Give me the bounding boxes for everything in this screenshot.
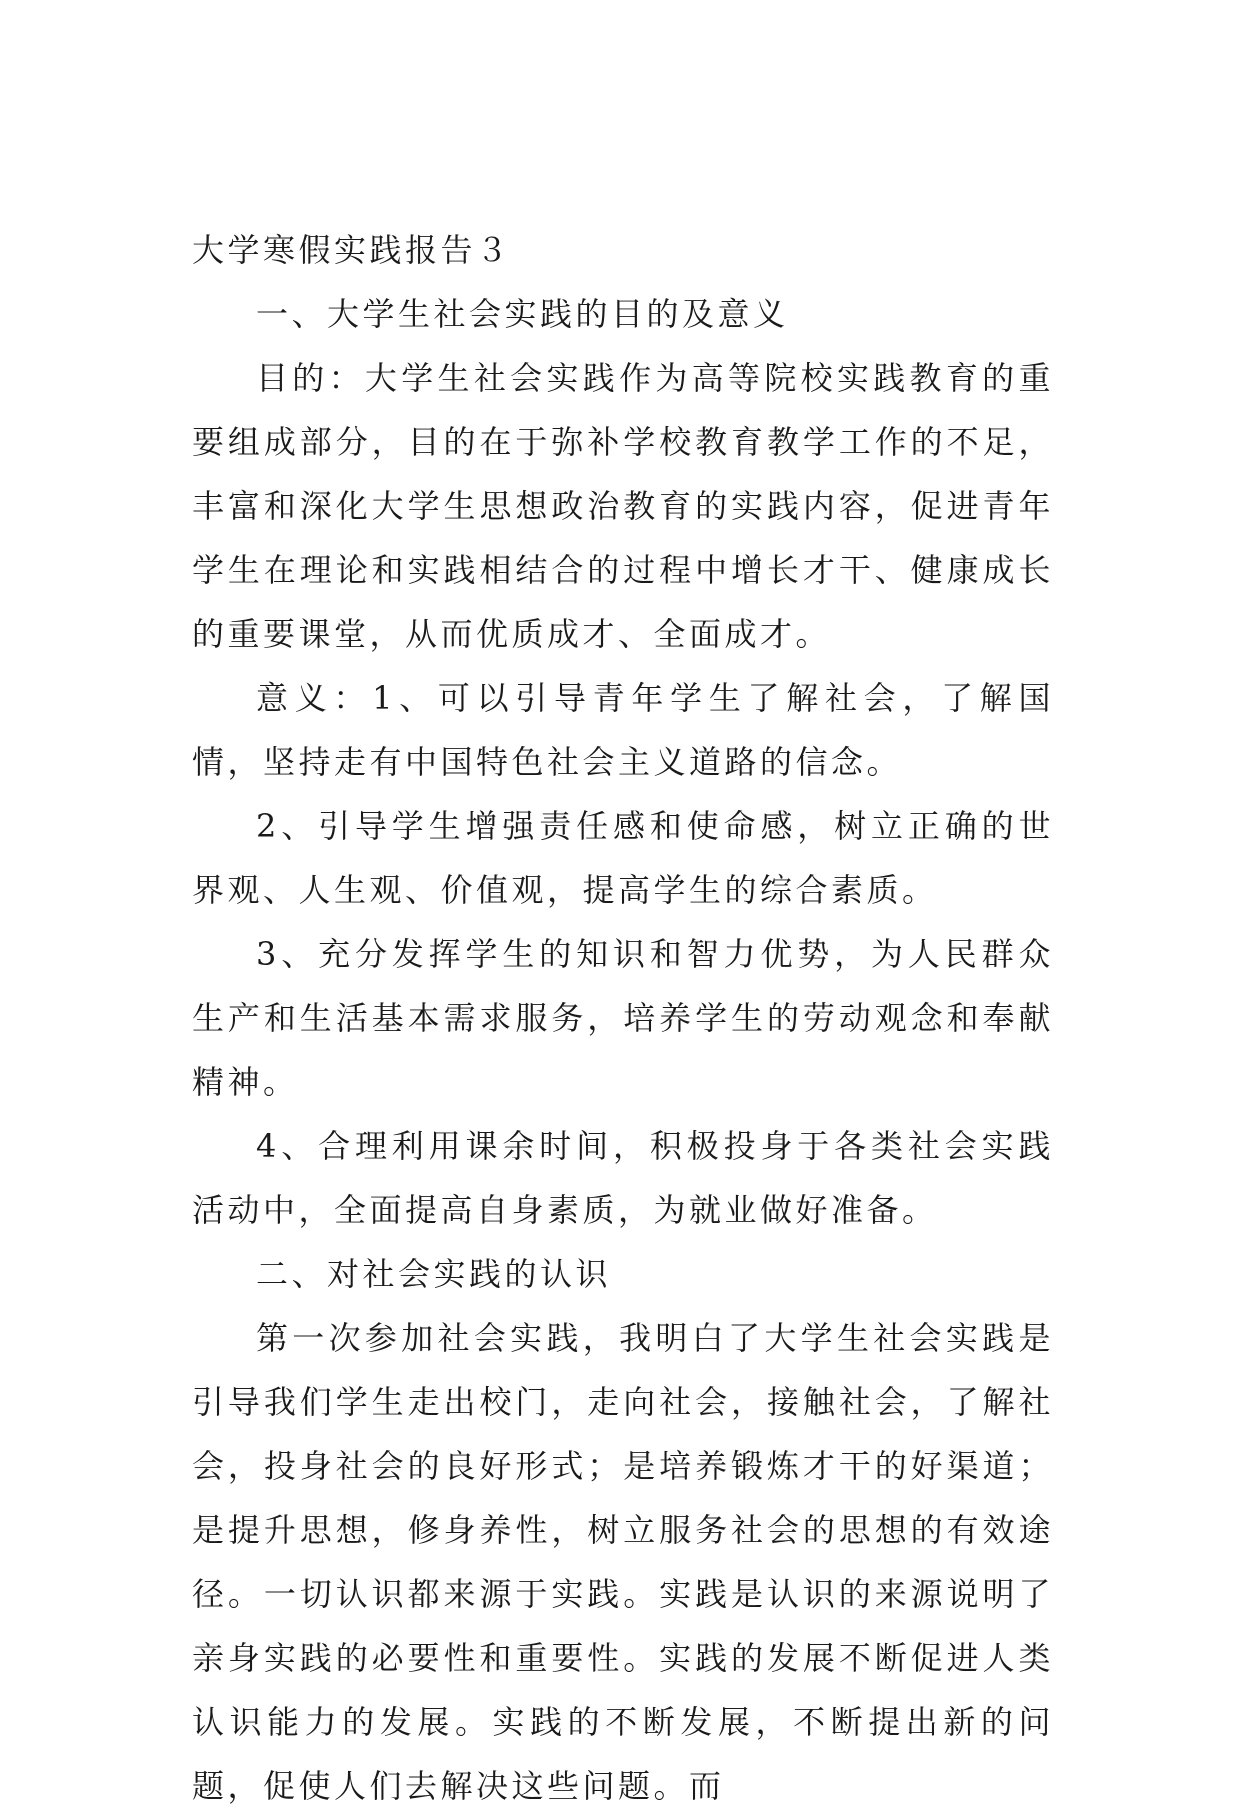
section-heading-understanding: 二、对社会实践的认识: [256, 1255, 612, 1293]
paragraph-understanding: 第一次参加社会实践，我明白了大学生社会实践是引导我们学生走出校门，走向社会，接触社会，了解社会，投身社会的良好形式；是培养锻炼才干的好渠道；是提升思想，修身养性，树立服务社会的思想的有效途径。一切认识都来源于实践。实践是认识的来源说明了亲身实践的必要性和重要性。实践的发展不断促进人类认识能力的发展。实践的不断发展，不断提出新的问题，促使人们去解决这些问题。而: [192, 1319, 1054, 1805]
paragraph-purpose: 目的：大学生社会实践作为高等院校实践教育的重要组成部分，目的在于弥补学校教育教学工作的不足，丰富和深化大学生思想政治教育的实践内容，促进青年学生在理论和实践相结合的过程中增长才干、健康成长的重要课堂，从而优质成才、全面成才。: [192, 359, 1054, 653]
document-title: 大学寒假实践报告３: [192, 231, 512, 269]
paragraph-significance-4: 4、合理利用课余时间，积极投身于各类社会实践活动中，全面提高自身素质，为就业做好准备。: [192, 1127, 1054, 1229]
paragraph-significance-3: 3、充分发挥学生的知识和智力优势，为人民群众生产和生活基本需求服务，培养学生的劳动观念和奉献精神。: [192, 935, 1054, 1101]
paragraph-significance-2: 2、引导学生增强责任感和使命感，树立正确的世界观、人生观、价值观，提高学生的综合素质。: [192, 807, 1054, 909]
section-heading-purpose: 一、大学生社会实践的目的及意义: [256, 295, 789, 333]
document-body: [192, 218, 1054, 1818]
paragraph-significance-1: 意义：1、可以引导青年学生了解社会，了解国情，坚持走有中国特色社会主义道路的信念。: [192, 679, 1054, 781]
